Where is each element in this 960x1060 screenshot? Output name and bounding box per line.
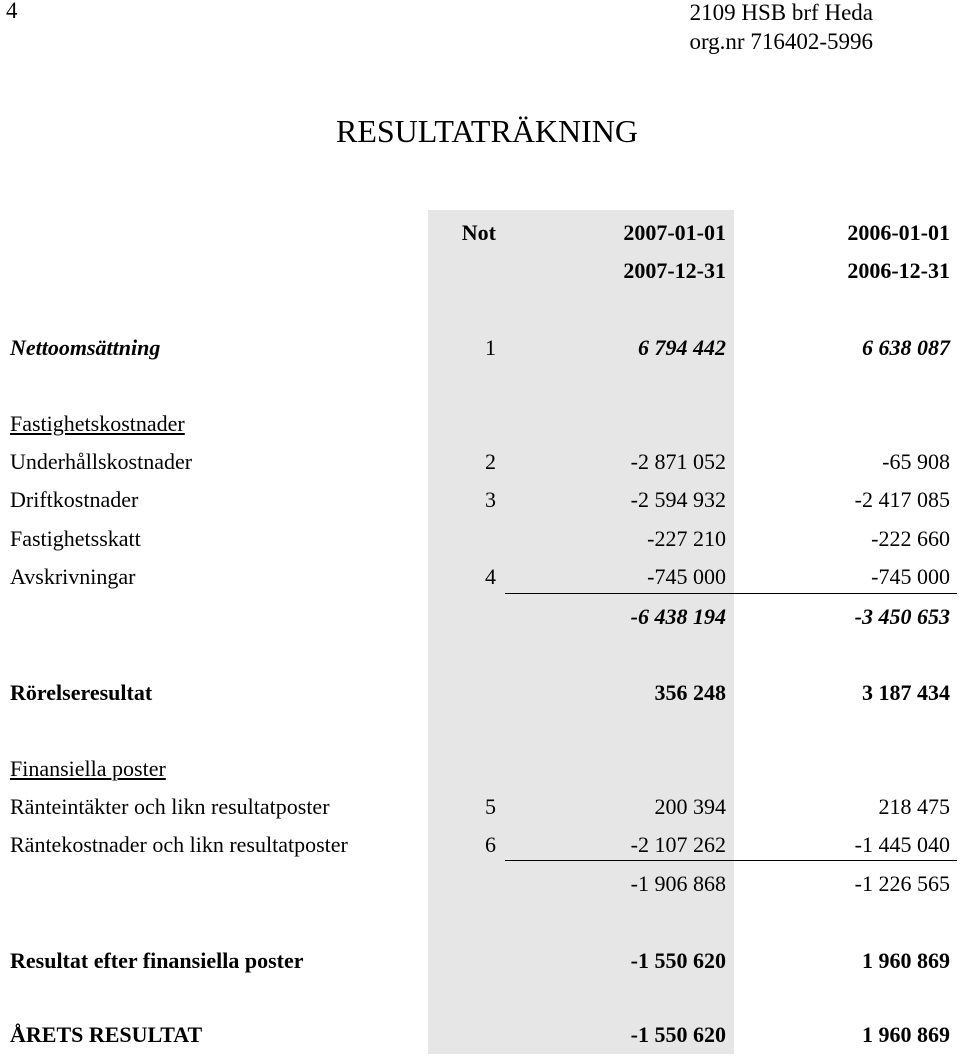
row-value-2007: -2 107 262 (630, 832, 726, 857)
row-value-2007: -1 906 868 (630, 871, 726, 896)
row-note: 6 (485, 832, 496, 857)
row-fastighetsskatt (0, 526, 960, 564)
row-label: Avskrivningar (10, 564, 136, 589)
subtotal-rule (505, 593, 957, 594)
row-value-2007: -227 210 (647, 526, 726, 551)
period-1-from: 2007-01-01 (623, 220, 726, 245)
row-note: 5 (485, 794, 496, 819)
page-header (689, 0, 873, 56)
section-heading: Finansiella poster (10, 756, 166, 781)
row-value-2006: -1 445 040 (854, 832, 950, 857)
row-subtotal-fastighetskostnader (0, 604, 960, 642)
row-value-2007: -2 871 052 (630, 449, 726, 474)
row-note: 1 (485, 335, 496, 360)
section-finansiella-poster (0, 756, 960, 794)
row-label: Resultat efter finansiella poster (10, 948, 304, 973)
period-2-from: 2006-01-01 (847, 220, 950, 245)
section-heading: Fastighetskostnader (10, 411, 185, 436)
row-value-2007: 356 248 (654, 680, 726, 705)
row-subtotal-finansiella (0, 871, 960, 909)
row-label: ÅRETS RESULTAT (10, 1022, 203, 1047)
row-value-2007: -1 550 620 (630, 948, 726, 973)
row-label: Ränteintäkter och likn resultatposter (10, 794, 330, 819)
row-avskrivningar (0, 564, 960, 602)
subtotal-rule (505, 860, 957, 861)
row-value-2006: -745 000 (871, 564, 950, 589)
row-label: Fastighetsskatt (10, 526, 141, 551)
row-value-2007: -745 000 (647, 564, 726, 589)
row-value-2006: 1 960 869 (862, 1022, 950, 1047)
row-value-2006: 6 638 087 (862, 335, 950, 360)
row-label: Driftkostnader (10, 487, 139, 512)
row-note: 3 (485, 487, 496, 512)
row-label: Räntekostnader och likn resultatposter (10, 832, 348, 857)
column-header-row-2 (0, 258, 960, 296)
row-label: Nettoomsättning (10, 335, 161, 360)
note-column-header: Not (461, 220, 496, 245)
row-value-2006: -2 417 085 (854, 487, 950, 512)
row-arets-resultat (0, 1022, 960, 1060)
row-value-2007: -6 438 194 (630, 604, 726, 629)
org-name: 2109 HSB brf Heda (689, 0, 873, 25)
row-rorelseresultat (0, 680, 960, 718)
row-value-2007: 6 794 442 (638, 335, 726, 360)
period-1-to: 2007-12-31 (623, 258, 726, 283)
row-label: Rörelseresultat (10, 680, 153, 705)
row-nettoomsattning (0, 335, 960, 373)
row-value-2006: 218 475 (878, 794, 950, 819)
row-value-2007: 200 394 (654, 794, 726, 819)
row-ranteintakter (0, 794, 960, 832)
row-value-2006: 3 187 434 (862, 680, 950, 705)
row-resultat-efter-finansiella (0, 948, 960, 986)
column-header-row-1 (0, 220, 960, 258)
row-value-2006: -222 660 (871, 526, 950, 551)
row-rantekostnader (0, 832, 960, 870)
row-label: Underhållskostnader (10, 449, 193, 474)
row-value-2006: -3 450 653 (854, 604, 950, 629)
row-underhallskostnader (0, 449, 960, 487)
row-note: 4 (485, 564, 496, 589)
org-number: org.nr 716402-5996 (689, 29, 873, 54)
page-number: 4 (6, 0, 18, 23)
period-2-to: 2006-12-31 (847, 258, 950, 283)
row-value-2006: -1 226 565 (854, 871, 950, 896)
page-title: RESULTATRÄKNING (335, 113, 639, 149)
row-value-2007: -2 594 932 (630, 487, 726, 512)
row-value-2006: -65 908 (882, 449, 950, 474)
row-value-2007: -1 550 620 (630, 1022, 726, 1047)
row-driftkostnader (0, 487, 960, 525)
row-note: 2 (485, 449, 496, 474)
section-fastighetskostnader (0, 411, 960, 449)
row-value-2006: 1 960 869 (862, 948, 950, 973)
